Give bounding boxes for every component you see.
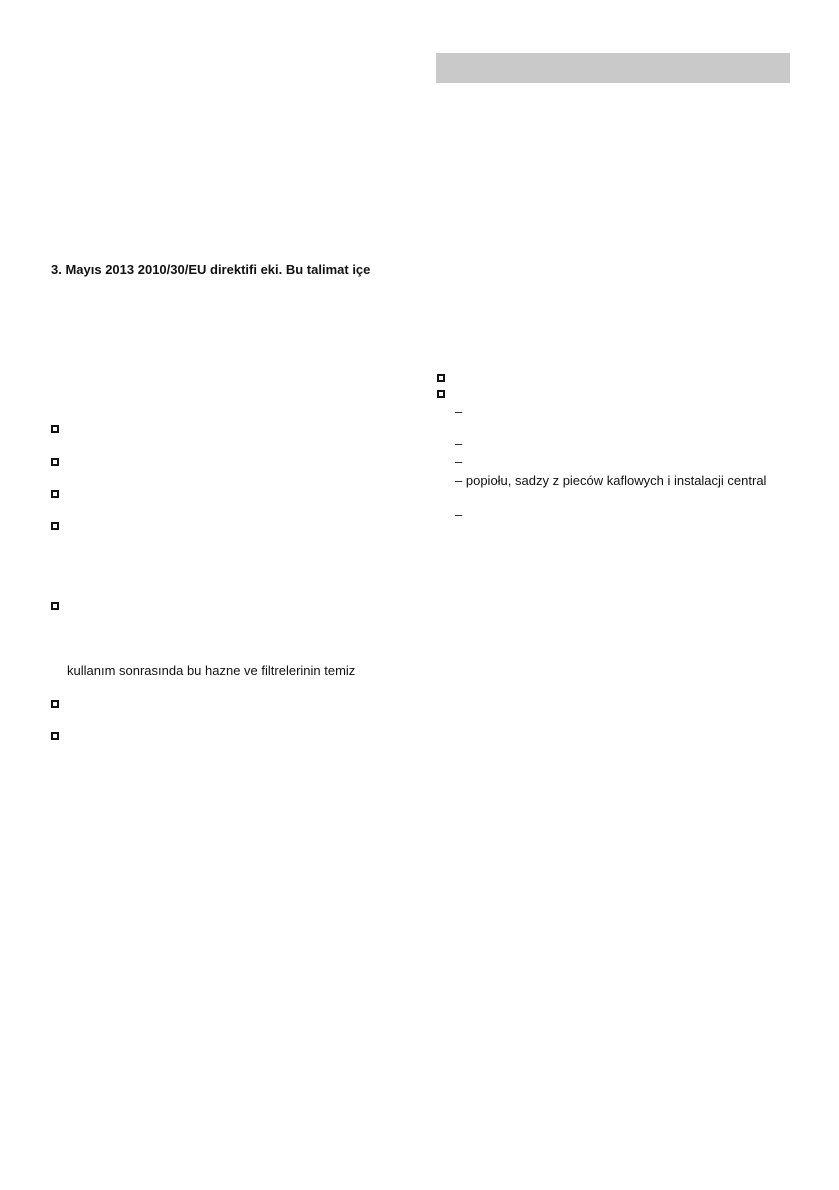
bullet-icon bbox=[51, 732, 59, 740]
bullet-icon bbox=[437, 390, 445, 398]
dash-marker: – bbox=[455, 473, 463, 488]
bullet-icon bbox=[51, 458, 59, 466]
dash-marker: – bbox=[455, 404, 463, 419]
bullet-icon bbox=[51, 522, 59, 530]
bullet-icon bbox=[437, 374, 445, 382]
bullet-icon bbox=[51, 490, 59, 498]
section-header-bar bbox=[436, 53, 790, 83]
dash-item-text: popiołu, sadzy z pieców kaflowych i instalacji central bbox=[465, 473, 767, 488]
dash-marker: – bbox=[455, 436, 463, 451]
dash-marker: – bbox=[455, 507, 463, 522]
dash-marker: – bbox=[455, 454, 463, 469]
list-item-continuation: kullanım sonrasında bu hazne ve filtrelerinin temiz bbox=[67, 663, 356, 678]
bullet-icon bbox=[51, 602, 59, 610]
section-heading: 3. Mayıs 2013 2010/30/EU direktifi eki. Bu talimat içe bbox=[51, 262, 371, 277]
bullet-icon bbox=[51, 700, 59, 708]
bullet-icon bbox=[51, 425, 59, 433]
dash-item bbox=[455, 473, 766, 489]
